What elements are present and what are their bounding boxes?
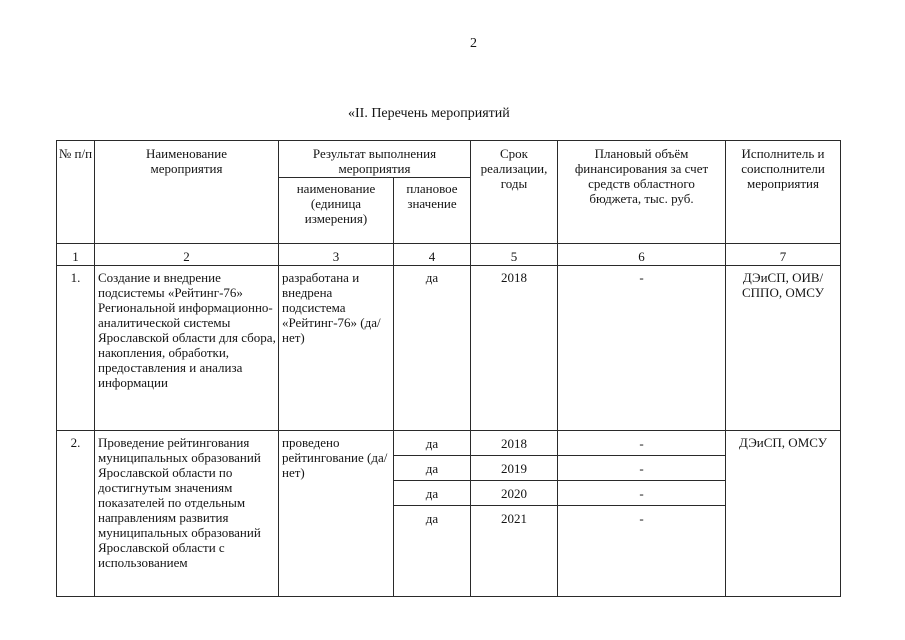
column-number: 3 (279, 244, 394, 266)
planned-value: да (394, 266, 471, 431)
table-row (57, 266, 841, 431)
header-num: № п/п (57, 141, 95, 244)
measure-name-text: Проведение рейтингования муниципальных образований Ярославской области по достигнутым значениям показателей по отдельным направлениям развития муниципальных образований Ярославской области с использованием (98, 435, 261, 570)
planned-value: да (425, 511, 439, 526)
funding: - (558, 431, 725, 456)
funding: - (639, 511, 644, 526)
measure-name: Создание и внедрение подсистемы «Рейтинг-76» Региональной информационно-аналитической системы Ярославской области для сбора, накопления, обработки, предоставления и анализа информации (95, 266, 279, 431)
table-row (57, 431, 841, 597)
header-funding: Плановый объём финансирования за счет средств областного бюджета, тыс. руб. (558, 141, 726, 244)
header-row (57, 141, 841, 178)
funding: - (558, 481, 725, 506)
column-number: 4 (394, 244, 471, 266)
planned-value-stack (394, 431, 471, 597)
row-number: 1. (57, 266, 95, 431)
year-stack (471, 431, 558, 597)
page-number: 2 (470, 36, 477, 51)
result-name: разработана и внедрена подсистема «Рейтинг-76» (да/нет) (279, 266, 394, 431)
row-number: 2. (57, 431, 95, 597)
planned-value: да (394, 456, 470, 481)
result-name: проведено рейтингование (да/нет) (279, 431, 394, 597)
column-number: 1 (57, 244, 95, 266)
executor: ДЭиСП, ОМСУ (726, 431, 841, 597)
year: 2020 (471, 481, 557, 506)
planned-value: да (394, 431, 470, 456)
year: 2018 (471, 266, 558, 431)
header-name: Наименование мероприятия (95, 141, 279, 244)
year: 2021 (501, 511, 527, 526)
planned-value: да (394, 481, 470, 506)
funding: - (558, 456, 725, 481)
column-number: 5 (471, 244, 558, 266)
executor: ДЭиСП, ОИВ/СППО, ОМСУ (726, 266, 841, 431)
column-number: 7 (726, 244, 841, 266)
measures-table (56, 140, 841, 597)
section-title: «II. Перечень мероприятий (348, 106, 510, 121)
year: 2018 (471, 431, 557, 456)
header-result-group: Результат выполнения мероприятия (279, 141, 471, 178)
column-number: 6 (558, 244, 726, 266)
column-number: 2 (95, 244, 279, 266)
column-number-row (57, 244, 841, 266)
header-term: Срок реализации, годы (471, 141, 558, 244)
funding: - (558, 266, 726, 431)
header-planned-value: плановое значение (394, 178, 471, 244)
header-executor: Исполнитель и соисполнители мероприятия (726, 141, 841, 244)
measure-name (95, 431, 279, 597)
header-result-name: наименование (единица измерения) (279, 178, 394, 244)
year: 2019 (471, 456, 557, 481)
funding-stack (558, 431, 726, 597)
